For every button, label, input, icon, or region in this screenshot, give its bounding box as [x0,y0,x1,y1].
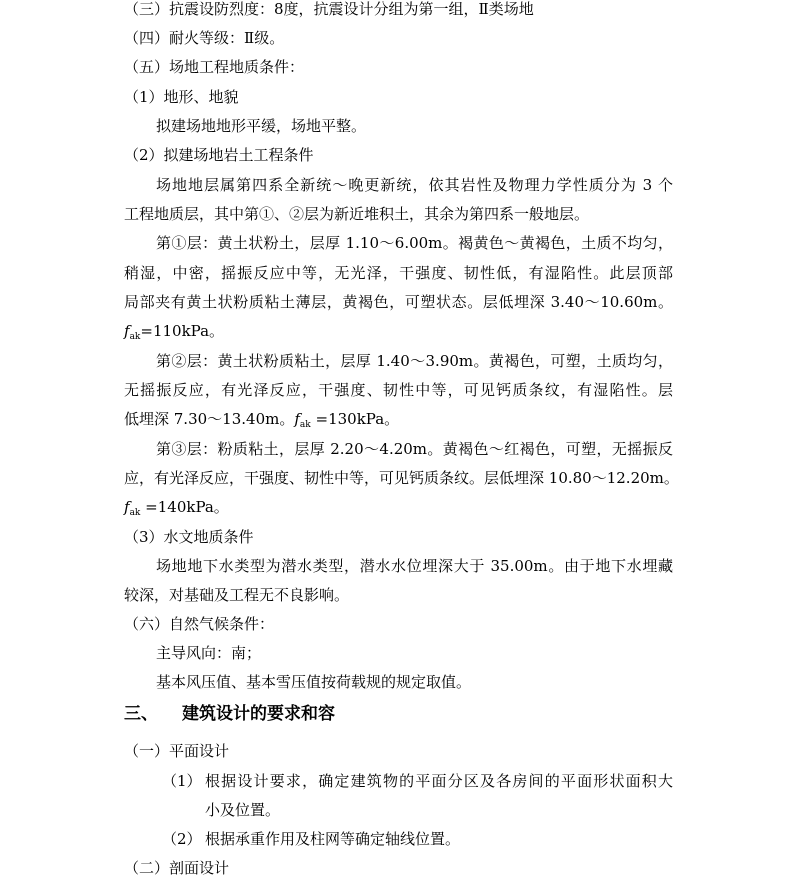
section-number: 三、 [124,704,158,724]
layer1-line: 稍湿，中密，摇振反应中等，无光泽，干强度、韧性低，有湿陷性。此层顶部 [124,264,673,282]
section-heading [124,703,335,725]
layer1-fak [124,321,224,344]
item-plan-heading: （一）平面设计 [124,742,230,760]
item-section-heading: （二）剖面设计 [124,859,230,877]
sub-terrain-heading: （1）地形、地貌 [124,88,239,106]
plan-item-text: 根据设计要求，确定建筑物的平面分区及各房间的平面形状面积大 [205,772,673,790]
climate-wind: 主导风向：南； [156,644,262,662]
fak-value: =140kPa。 [140,498,229,516]
layer3-fak [124,497,229,520]
fak-symbol: f [294,410,300,428]
fak-subscript: ak [299,420,311,430]
item-climate-heading: （六）自然气候条件： [124,615,275,633]
plan-item-text: 小及位置。 [205,801,281,819]
item-geology-heading: （五）场地工程地质条件： [124,58,305,76]
layer1-line: 第①层：黄土状粉土，层厚 1.10～6.00m。褐黄色～黄褐色，土质不均匀， [156,234,673,252]
hydro-line: 场地地下水类型为潜水类型，潜水水位埋深大于 35.00m。由于地下水埋藏 [156,557,673,575]
fak-subscript: ak [129,332,141,342]
soil-para-line: 场地地层属第四系全新统～晚更新统，依其岩性及物理力学性质分为 3 个 [156,176,673,194]
plan-item-number: （2） [162,830,202,848]
plan-item-text: 根据承重作用及柱网等确定轴线位置。 [205,830,461,848]
hydro-line: 较深，对基础及工程无不良影响。 [124,586,350,604]
layer3-line: 应，有光泽反应，干强度、韧性中等，可见钙质条纹。层低埋深 10.80～12.20m。 [124,469,679,487]
fak-subscript: ak [129,508,141,518]
layer2-line: 无摇振反应，有光泽反应，干强度、韧性中等，可见钙质条纹，有湿陷性。层 [124,381,673,399]
layer2-line: 第②层：黄土状粉质粘土，层厚 1.40～3.90m。黄褐色，可塑，土质均匀， [156,352,673,370]
sub-soil-heading: （2）拟建场地岩土工程条件 [124,146,314,164]
layer2-fak [124,409,399,432]
fak-symbol: f [124,322,130,340]
fak-value: =110kPa。 [140,322,225,340]
item-fire-rating: （四）耐火等级：Ⅱ级。 [124,29,285,47]
terrain-text: 拟建场地地形平缓，场地平整。 [156,117,367,135]
section-title: 建筑设计的要求和容 [182,704,335,724]
layer2-depth: 低埋深 7.30～13.40m。 [124,410,295,428]
layer3-line: 第③层：粉质粘土，层厚 2.20～4.20m。黄褐色～红褐色，可塑，无摇振反 [156,440,673,458]
sub-hydro-heading: （3）水文地质条件 [124,528,254,546]
soil-para-line: 工程地质层，其中第①、②层为新近堆积土，其余为第四系一般地层。 [124,205,590,223]
fak-value: =130kPa。 [310,410,400,428]
fak-symbol: f [124,498,130,516]
plan-item-number: （1） [162,772,202,790]
item-seismic: （三）抗震设防烈度：8度，抗震设计分组为第一组，Ⅱ类场地 [124,0,534,18]
climate-loads: 基本风压值、基本雪压值按荷载规的规定取值。 [156,673,472,691]
layer1-line: 局部夹有黄土状粉质粘土薄层，黄褐色，可塑状态。层低埋深 3.40～10.60m。 [124,293,673,311]
